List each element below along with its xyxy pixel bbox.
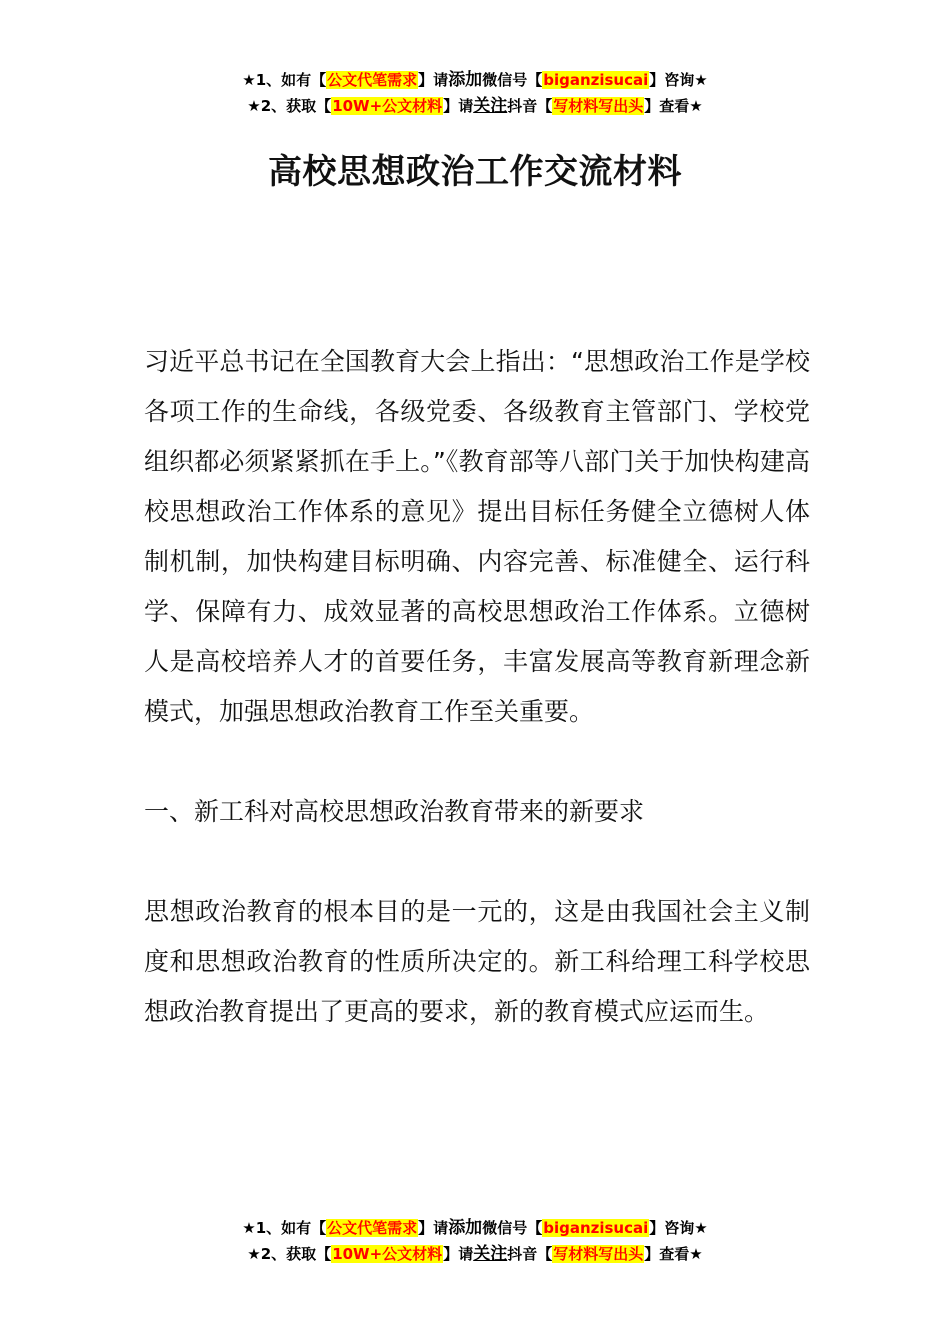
ad-emphasis: 关注 bbox=[473, 1244, 508, 1264]
document-body bbox=[144, 337, 810, 1037]
ad-emphasis: 添加 bbox=[448, 70, 483, 90]
ad-highlight: 写材料写出头 bbox=[553, 1245, 644, 1263]
body-paragraph: 习近平总书记在全国教育大会上指出：“思想政治工作是学校各项工作的生命线，各级党委、各级教育主管部门、学校党组织都必须紧紧抓在手上。”《教育部等八部门关于加快构建高校思想政治工作体系的意见》提出目标任务健全立德树人体制机制，加快构建目标明确、内容完善、标准健全、运行科学、保障有力、成效显著的高校思想政治工作体系。立德树人是高校培养人才的首要任务，丰富发展高等教育新理念新模式，加强思想政治教育工作至关重要。 bbox=[144, 347, 810, 726]
ad-text: 】咨询★ bbox=[649, 1219, 708, 1237]
ad-text: ★1、如有【 bbox=[242, 71, 327, 89]
section-heading: 一、新工科对高校思想政治教育带来的新要求 bbox=[144, 797, 645, 826]
ad-text: 微信号【 bbox=[482, 1219, 543, 1237]
ad-text: 微信号【 bbox=[482, 71, 543, 89]
ad-line-1 bbox=[0, 1215, 950, 1241]
ad-text: 】请 bbox=[418, 71, 449, 89]
body-paragraph: 思想政治教育的根本目的是一元的，这是由我国社会主义制度和思想政治教育的性质所决定的。新工科给理工科学校思想政治教育提出了更高的要求，新的教育模式应运而生。 bbox=[144, 897, 810, 1026]
ad-text: ★1、如有【 bbox=[242, 1219, 327, 1237]
ad-highlight: biganzisucai bbox=[543, 1219, 649, 1237]
ad-emphasis: 关注 bbox=[473, 96, 508, 116]
header-ad-block bbox=[0, 67, 950, 119]
ad-line-2 bbox=[0, 93, 950, 119]
ad-highlight: 写材料写出头 bbox=[553, 97, 644, 115]
ad-line-2 bbox=[0, 1241, 950, 1267]
footer-ad-block bbox=[0, 1215, 950, 1267]
ad-highlight: 公文代笔需求 bbox=[327, 71, 418, 89]
ad-text: ★2、获取【 bbox=[247, 1245, 332, 1263]
ad-text: 】咨询★ bbox=[649, 71, 708, 89]
ad-highlight: 公文代笔需求 bbox=[327, 1219, 418, 1237]
ad-highlight: 10W+公文材料 bbox=[332, 1245, 443, 1263]
ad-text: 】请 bbox=[418, 1219, 449, 1237]
ad-text: 抖音【 bbox=[507, 1245, 553, 1263]
ad-text: 】请 bbox=[443, 1245, 474, 1263]
ad-line-1 bbox=[0, 67, 950, 93]
ad-text: 抖音【 bbox=[507, 97, 553, 115]
ad-emphasis: 添加 bbox=[448, 1218, 483, 1238]
ad-text: 】查看★ bbox=[644, 97, 703, 115]
ad-highlight: biganzisucai bbox=[543, 71, 649, 89]
ad-text: 】查看★ bbox=[644, 1245, 703, 1263]
ad-text: ★2、获取【 bbox=[247, 97, 332, 115]
document-title: 高校思想政治工作交流材料 bbox=[268, 152, 682, 192]
ad-highlight: 10W+公文材料 bbox=[332, 97, 443, 115]
ad-text: 】请 bbox=[443, 97, 474, 115]
